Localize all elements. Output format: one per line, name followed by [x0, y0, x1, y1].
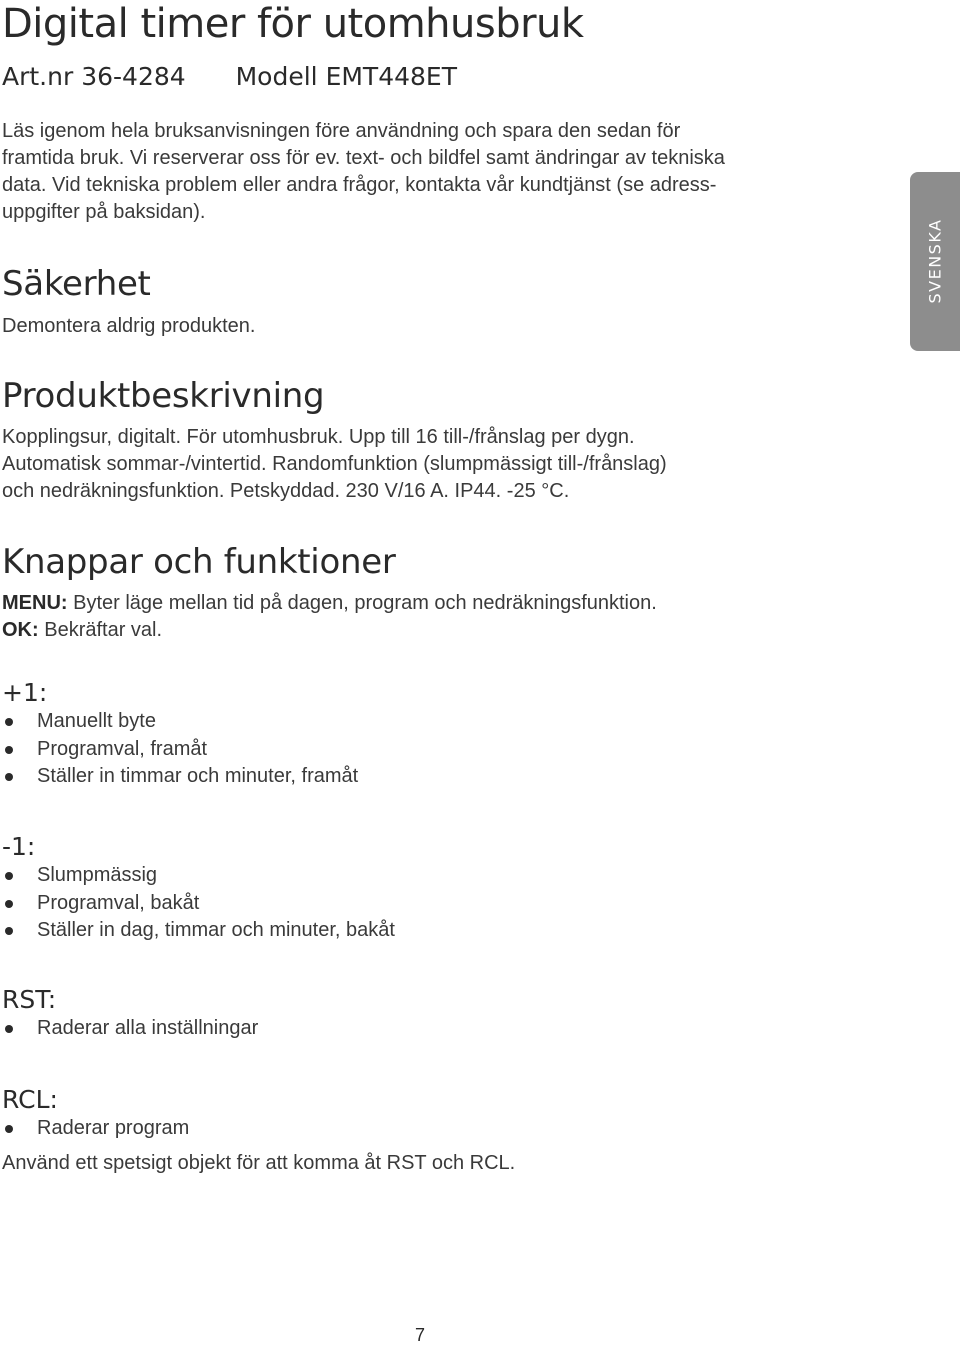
- buttons-functions-text: [2, 590, 782, 644]
- description-line: Automatisk sommar-/vintertid. Randomfunktion (slumpmässigt till-/frånslag): [2, 453, 667, 475]
- rst-heading: RST:: [2, 985, 57, 1014]
- ok-text: Bekräftar val.: [38, 619, 163, 641]
- product-description-heading: Produktbeskrivning: [2, 376, 325, 416]
- list-item: Slumpmässig: [2, 862, 395, 890]
- rcl-list: [2, 1115, 189, 1143]
- language-tab-label: SVENSKA: [925, 218, 945, 304]
- plus1-heading: +1:: [2, 678, 48, 707]
- page-number: 7: [414, 1325, 425, 1345]
- minus1-heading: -1:: [2, 832, 36, 861]
- list-item: Ställer in timmar och minuter, framåt: [2, 763, 358, 791]
- list-item: Ställer in dag, timmar och minuter, bakåt: [2, 917, 395, 945]
- list-item: Manuellt byte: [2, 708, 358, 736]
- plus1-list: [2, 708, 358, 791]
- language-tab: [910, 172, 960, 351]
- safety-heading: Säkerhet: [2, 264, 151, 304]
- description-line: Kopplingsur, digitalt. För utomhusbruk. Upp till 16 till-/frånslag per dygn.: [2, 426, 635, 448]
- intro-line: framtida bruk. Vi reserverar oss för ev. text- och bildfel samt ändringar av tekniska: [2, 147, 725, 169]
- product-id-line: [2, 60, 457, 94]
- article-number: Art.nr 36-4284: [2, 62, 186, 91]
- buttons-functions-heading: Knappar och funktioner: [2, 542, 396, 582]
- list-item: Programval, bakåt: [2, 890, 395, 918]
- list-item: Raderar program: [2, 1115, 189, 1143]
- intro-line: Läs igenom hela bruksanvisningen före användning och spara den sedan för: [2, 120, 681, 142]
- safety-text: Demontera aldrig produkten.: [2, 315, 256, 337]
- list-item: Programval, framåt: [2, 736, 358, 764]
- list-item: Raderar alla inställningar: [2, 1015, 258, 1043]
- rcl-heading: RCL:: [2, 1085, 58, 1114]
- menu-text: Byter läge mellan tid på dagen, program och nedräkningsfunktion.: [67, 592, 657, 614]
- minus1-list: [2, 862, 395, 945]
- ok-description: [2, 617, 782, 644]
- ok-label: OK:: [2, 619, 39, 641]
- product-description-text: [2, 424, 782, 505]
- model-number: Modell EMT448ET: [235, 62, 457, 91]
- intro-paragraph: [2, 118, 822, 226]
- intro-line: data. Vid tekniska problem eller andra frågor, kontakta vår kundtjänst (se adress-: [2, 174, 717, 196]
- intro-line: uppgifter på baksidan).: [2, 201, 206, 223]
- description-line: och nedräkningsfunktion. Petskyddad. 230 V/16 A. IP44. -25 °C.: [2, 480, 570, 502]
- page-title: Digital timer för utomhusbruk: [2, 1, 584, 47]
- rcl-note: Använd ett spetsigt objekt för att komma åt RST och RCL.: [2, 1152, 516, 1174]
- menu-description: [2, 590, 782, 617]
- menu-label: MENU:: [2, 592, 68, 614]
- rst-list: [2, 1015, 258, 1043]
